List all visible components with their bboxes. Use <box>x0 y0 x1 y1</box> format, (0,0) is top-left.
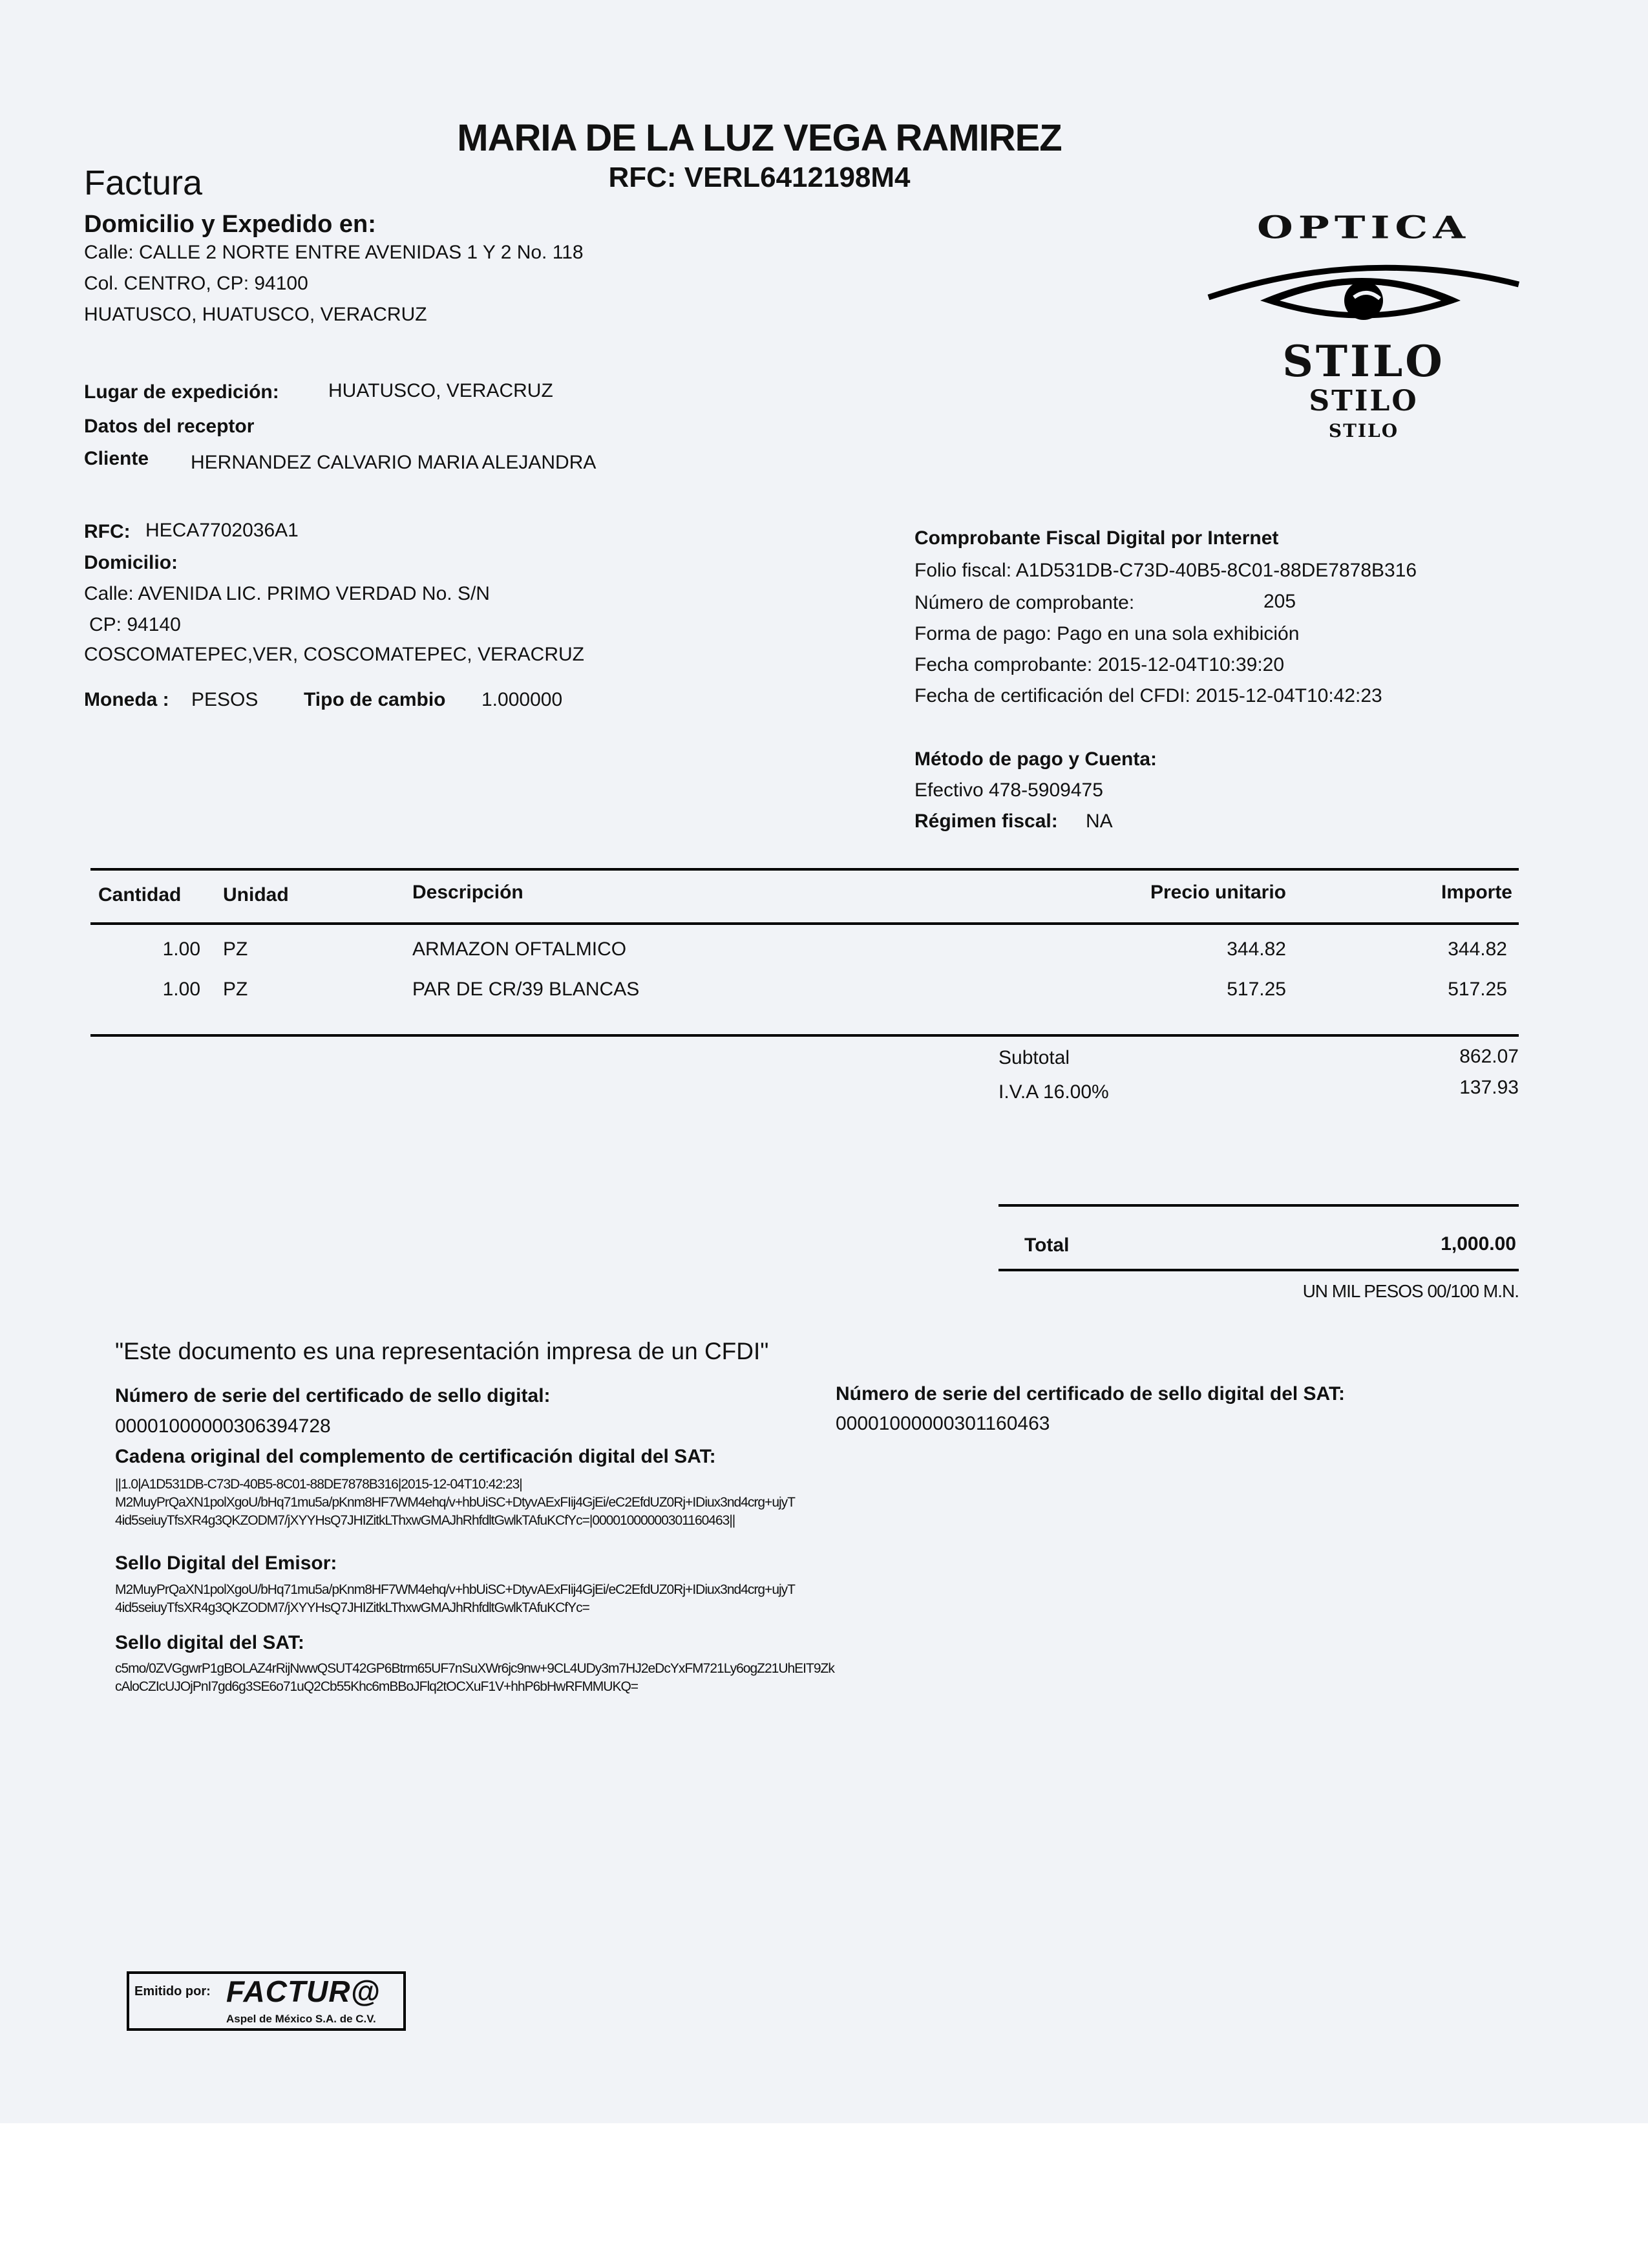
payment-method-value: Efectivo 478-5909475 <box>914 779 1103 801</box>
receiver-address-1: Calle: AVENIDA LIC. PRIMO VERDAD No. S/N <box>84 583 490 604</box>
exchange-value: 1.000000 <box>481 689 563 710</box>
regime-label: Régimen fiscal: <box>914 811 1058 832</box>
row-unit: PZ <box>223 938 248 960</box>
optica-stilo-logo <box>1202 204 1525 449</box>
emitter-badge <box>127 1971 406 2031</box>
receiver-rfc-value: HECA7702036A1 <box>145 520 299 541</box>
emitter-seal-line-2: 4id5seiuyTfsXR4g3QKZODM7/jXYYHsQ7JHIZitkLThxwGMAJhRhfdltGwlkTAfuKCfYc= <box>115 1600 589 1615</box>
original-chain-line-3: 4id5seiuyTfsXR4g3QKZODM7/jXYYHsQ7JHIZitkLThxwGMAJhRhfdltGwlkTAfuKCfYc=|00001000000301160463|| <box>115 1513 735 1528</box>
address-heading: Domicilio y Expedido en: <box>84 211 376 238</box>
document-type: Factura <box>84 164 203 202</box>
regime-value: NA <box>1086 811 1113 832</box>
col-header-unit: Unidad <box>223 884 289 906</box>
cert-serial-value: 00001000000306394728 <box>115 1415 331 1437</box>
cfdi-number-value: 205 <box>1263 591 1296 612</box>
address-line-3: HUATUSCO, HUATUSCO, VERACRUZ <box>84 304 427 325</box>
receiver-address-3: COSCOMATEPEC,VER, COSCOMATEPEC, VERACRUZ <box>84 644 584 665</box>
row-price: 517.25 <box>1227 979 1286 1000</box>
badge-company: Aspel de México S.A. de C.V. <box>226 2013 376 2025</box>
logo-text-stilo-large: STILO <box>1282 336 1445 387</box>
col-header-amount: Importe <box>1441 882 1512 903</box>
logo-text-optica: OPTICA <box>1256 209 1471 246</box>
total-bottom-rule <box>998 1269 1519 1271</box>
sat-seal-line-1: c5mo/0ZVGgwrP1gBOLAZ4rRijNwwQSUT42GP6Btrm65UF7nSuXWr6jc9nw+9CL4UDy3m7HJ2eDcYxFM721Ly6ogZ21UhEIT9Zk <box>115 1661 834 1676</box>
row-unit: PZ <box>223 979 248 1000</box>
row-desc: ARMAZON OFTALMICO <box>412 938 627 960</box>
total-label: Total <box>1024 1235 1070 1256</box>
row-price: 344.82 <box>1227 938 1286 960</box>
issuer-name: MARIA DE LA LUZ VEGA RAMIREZ <box>457 117 1062 159</box>
receiver-address-label: Domicilio: <box>84 552 178 573</box>
col-header-qty: Cantidad <box>98 884 182 906</box>
cfdi-date: Fecha comprobante: 2015-12-04T10:39:20 <box>914 654 1285 675</box>
total-in-words: UN MIL PESOS 00/100 M.N. <box>1302 1281 1519 1301</box>
scan-margin <box>0 2123 1648 2268</box>
exchange-label: Tipo de cambio <box>304 689 446 710</box>
cfdi-heading: Comprobante Fiscal Digital por Internet <box>914 527 1279 549</box>
row-qty: 1.00 <box>162 938 200 960</box>
table-header-rule <box>90 922 1519 925</box>
payment-method-heading: Método de pago y Cuenta: <box>914 748 1157 770</box>
row-amount: 344.82 <box>1448 938 1507 960</box>
total-top-rule <box>998 1204 1519 1207</box>
total-value: 1,000.00 <box>1441 1233 1516 1255</box>
receiver-address-2: CP: 94140 <box>89 614 181 635</box>
row-qty: 1.00 <box>162 979 200 1000</box>
subtotal-label: Subtotal <box>998 1047 1070 1068</box>
place-value: HUATUSCO, VERACRUZ <box>328 380 553 401</box>
logo-text-stilo-medium: STILO <box>1309 385 1419 418</box>
badge-brand-logo: FACTUR@ <box>226 1975 381 2008</box>
table-top-rule <box>90 868 1519 871</box>
iva-label: I.V.A 16.00% <box>998 1081 1109 1103</box>
emitter-seal-label: Sello Digital del Emisor: <box>115 1553 337 1574</box>
cfdi-folio: Folio fiscal: A1D531DB-C73D-40B5-8C01-88DE7878B316 <box>914 560 1417 581</box>
original-chain-line-2: M2MuyPrQaXN1polXgoU/bHq71mu5a/pKnm8HF7WM4ehq/v+hbUiSC+DtyvAExFIij4GjEi/eC2EfdUZ0Rj+IDiux3nd4crg+ujyT <box>115 1495 795 1510</box>
original-chain-label: Cadena original del complemento de certificación digital del SAT: <box>115 1446 716 1467</box>
eye-icon <box>1202 252 1525 330</box>
sat-serial-value: 00001000000301160463 <box>836 1413 1050 1434</box>
place-label: Lugar de expedición: <box>84 381 279 403</box>
sat-serial-label: Número de serie del certificado de sello digital del SAT: <box>836 1383 1345 1404</box>
receiver-heading: Datos del receptor <box>84 416 255 437</box>
subtotal-value: 862.07 <box>1459 1046 1519 1067</box>
sat-seal-line-2: cAloCZIcUJOjPnI7gd6g3SE6o71uQ2Cb55Khc6mBBoJFlq2tOCXuF1V+hhP6bHwRFMMUKQ= <box>115 1679 639 1694</box>
receiver-rfc-label: RFC: <box>84 521 131 542</box>
currency-value: PESOS <box>191 689 259 710</box>
iva-value: 137.93 <box>1459 1077 1519 1098</box>
emitter-seal-line-1: M2MuyPrQaXN1polXgoU/bHq71mu5a/pKnm8HF7WM4ehq/v+hbUiSC+DtyvAExFIij4GjEi/eC2EfdUZ0Rj+IDiux3nd4crg+ujyT <box>115 1582 795 1597</box>
original-chain-line-1: ||1.0|A1D531DB-C73D-40B5-8C01-88DE7878B316|2015-12-04T10:42:23| <box>115 1477 522 1492</box>
cfdi-cert-date: Fecha de certificación del CFDI: 2015-12-04T10:42:23 <box>914 685 1382 706</box>
client-label: Cliente <box>84 448 149 469</box>
row-desc: PAR DE CR/39 BLANCAS <box>412 979 640 1000</box>
cfdi-representation-note: "Este documento es una representación impresa de un CFDI" <box>115 1338 769 1364</box>
cfdi-payment-form: Forma de pago: Pago en una sola exhibición <box>914 623 1300 644</box>
col-header-price: Precio unitario <box>1150 882 1286 903</box>
badge-label: Emitido por: <box>134 1984 211 1998</box>
cfdi-number-label: Número de comprobante: <box>914 592 1135 613</box>
logo-text-stilo-small: STILO <box>1328 420 1399 441</box>
table-bottom-rule <box>90 1034 1519 1037</box>
address-line-2: Col. CENTRO, CP: 94100 <box>84 273 308 294</box>
currency-label: Moneda : <box>84 689 169 710</box>
col-header-desc: Descripción <box>412 882 523 903</box>
row-amount: 517.25 <box>1448 979 1507 1000</box>
cert-serial-label: Número de serie del certificado de sello digital: <box>115 1385 551 1406</box>
client-value: HERNANDEZ CALVARIO MARIA ALEJANDRA <box>191 452 597 473</box>
issuer-rfc: RFC: VERL6412198M4 <box>608 162 911 193</box>
address-line-1: Calle: CALLE 2 NORTE ENTRE AVENIDAS 1 Y 2 No. 118 <box>84 242 584 263</box>
sat-seal-label: Sello digital del SAT: <box>115 1632 304 1653</box>
